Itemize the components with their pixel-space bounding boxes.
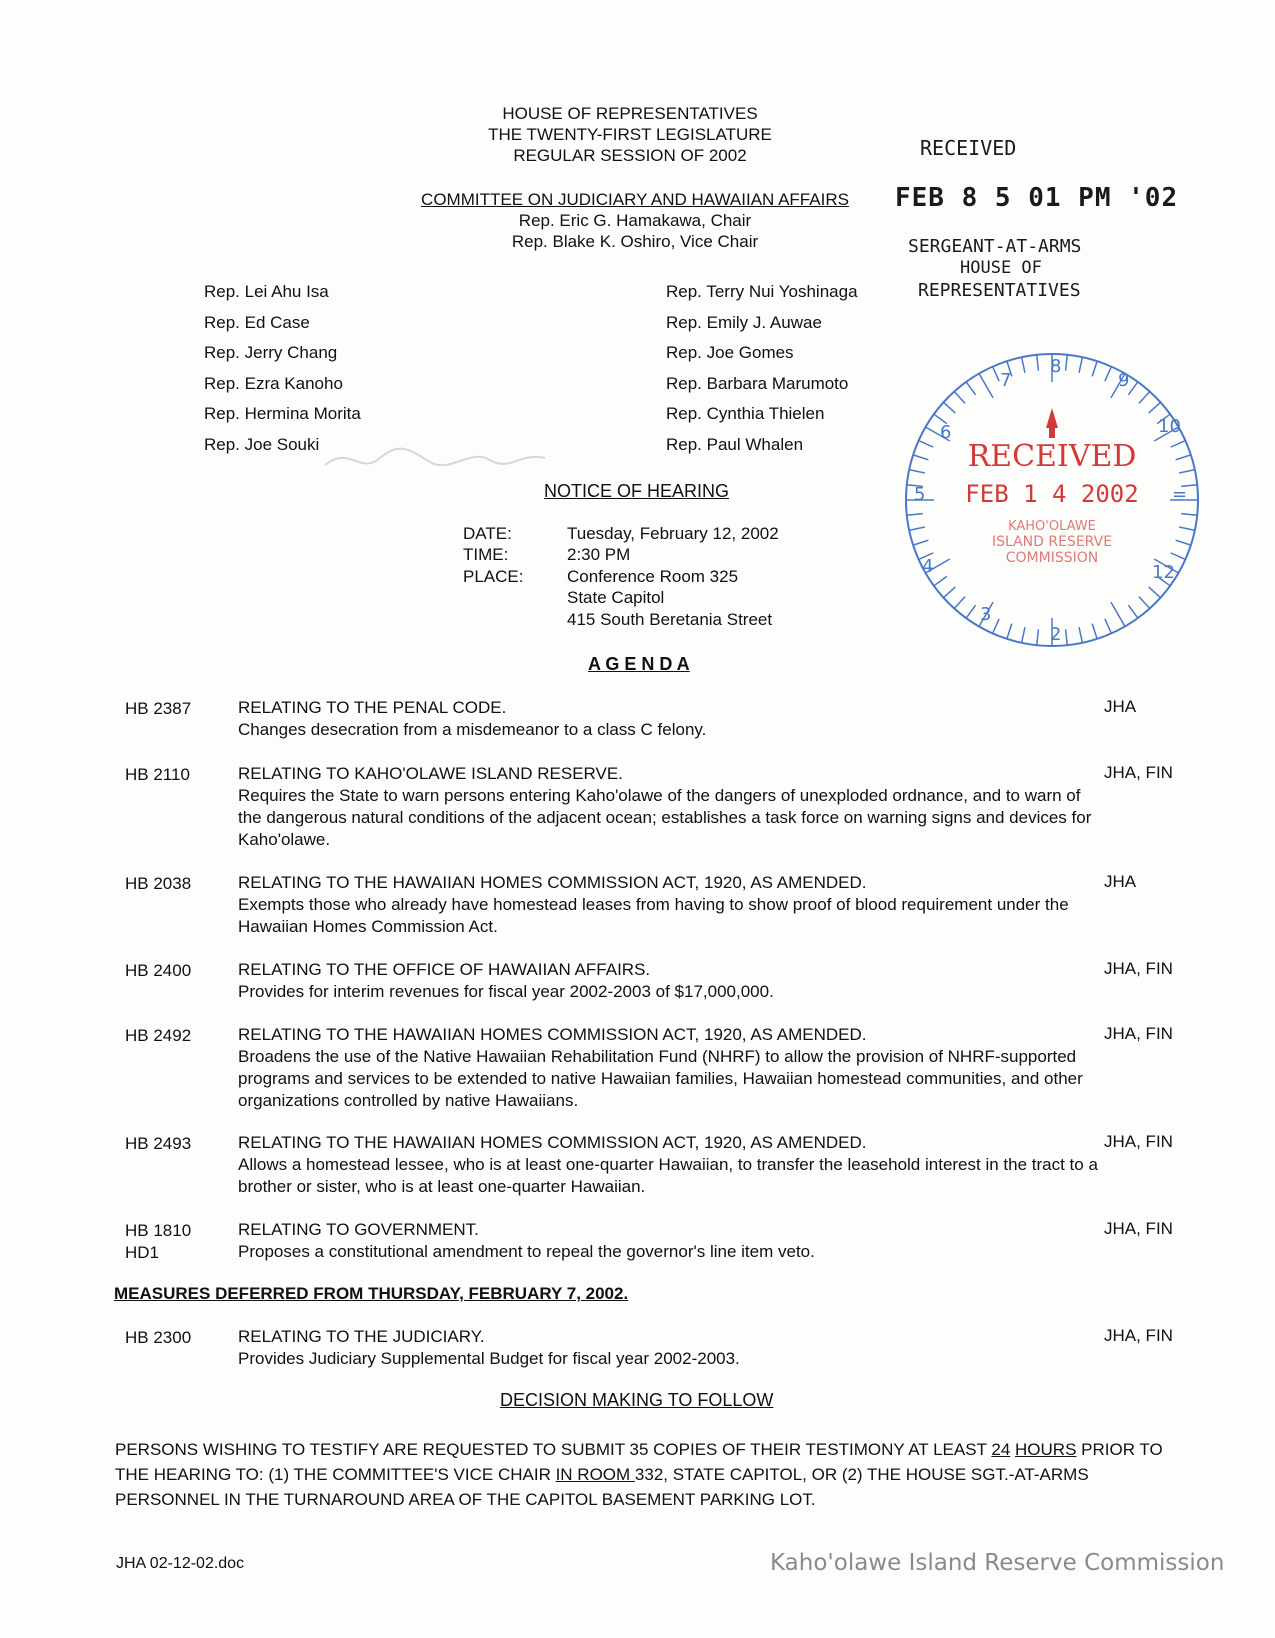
bill-committees: JHA, FIN (1104, 1132, 1173, 1151)
dial-tick (934, 576, 947, 585)
dial-number-9: 9 (1118, 370, 1130, 391)
member-right-6: Rep. Paul Whalen (666, 434, 804, 454)
instructions-part-3: 332, STATE CAPITOL, OR (2) THE HOUSE SGT.-AT-ARMS PERSONNEL IN THE TURNAROUND AREA OF THE CAPITOL BASEMENT PARKING LOT. (115, 1465, 1089, 1509)
member-right-1: Rep. Terry Nui Yoshinaga (666, 282, 858, 301)
bill-number: HB 2038 (125, 874, 192, 893)
time-label: TIME: (463, 545, 509, 564)
bill-text-block (238, 697, 1098, 741)
dial-tick (993, 367, 1000, 382)
source-watermark: Kaho'olawe Island Reserve Commission (770, 1550, 1225, 1576)
dial-tick (1066, 629, 1068, 645)
bill-number: HB 2110 (125, 765, 190, 784)
received-stamp-label: RECEIVED (920, 136, 1017, 160)
instructions-part-2: PRIOR TO THE HEARING TO: (1) THE COMMITTEE'S VICE CHAIR (115, 1440, 1163, 1484)
kirc-stamp-org-1: KAHO'OLAWE (1008, 519, 1096, 534)
bill-title: RELATING TO THE HAWAIIAN HOMES COMMISSION ACT, 1920, AS AMENDED. (238, 1133, 867, 1152)
bill-text-block (238, 959, 1098, 1003)
dial-tick (1149, 587, 1161, 598)
dial-tick (954, 392, 965, 404)
dial-tick (1022, 357, 1025, 373)
dial-tick (1139, 392, 1150, 404)
dial-tick (944, 587, 956, 598)
member-left-6: Rep. Joe Souki (204, 434, 320, 454)
dial-tick (966, 382, 975, 395)
dial-tick (1022, 627, 1025, 643)
bill-description: Proposes a constitutional amendment to repeal the governor's line item veto. (238, 1242, 815, 1261)
instructions-underline-2: HOURS (1015, 1440, 1077, 1459)
instructions-underline-3: IN ROOM (555, 1465, 635, 1484)
dial-tick (1092, 624, 1097, 639)
member-right-2: Rep. Emily J. Auwae (666, 312, 822, 332)
dial-number-2: 2 (1050, 624, 1062, 645)
kirc-stamp-date: FEB 1 4 2002 (965, 480, 1139, 508)
dial-tick (1105, 619, 1112, 634)
dial-tick (966, 605, 975, 618)
bill-number: HB 2492 (125, 1026, 192, 1045)
dial-tick (1179, 527, 1195, 530)
deferred-bill-desc: Provides Judiciary Supplemental Budget for fiscal year 2002-2003. (238, 1349, 740, 1368)
dial-tick (993, 619, 1000, 634)
bill-title: RELATING TO KAHO'OLAWE ISLAND RESERVE. (238, 764, 623, 783)
member-left-4: Rep. Ezra Kanoho (204, 373, 343, 393)
bill-text-block (238, 1132, 1098, 1198)
bill-title: RELATING TO GOVERNMENT. (238, 1220, 479, 1239)
received-stamp-line-1: SERGEANT-AT-ARMS (908, 236, 1082, 257)
bill-number: HB 1810 (125, 1221, 192, 1240)
kirc-stamp-org-3: COMMISSION (1005, 550, 1099, 566)
committee-name: COMMITTEE ON JUDICIARY AND HAWAIIAN AFFAIRS (421, 190, 849, 209)
bill-text-block (238, 1024, 1098, 1112)
dial-tick (1092, 361, 1097, 376)
bill-text-block (238, 763, 1098, 851)
bill-id (125, 698, 191, 720)
bill-id (125, 1025, 191, 1047)
dial-tick (913, 455, 928, 460)
received-stamp-line-3: REPRESENTATIVES (918, 280, 1081, 301)
place-line-2: State Capitol (567, 588, 665, 607)
dial-tick (1128, 605, 1137, 618)
dial-number-7: 7 (1000, 370, 1012, 391)
dial-tick (1037, 355, 1039, 371)
member-left-1: Rep. Lei Ahu Isa (204, 282, 329, 301)
received-stamp-datetime: FEB 8 5 01 PM '02 (895, 183, 1179, 213)
dial-tick (1171, 441, 1186, 448)
bill-title: RELATING TO THE PENAL CODE. (238, 698, 507, 717)
member-left-5: Rep. Hermina Morita (204, 404, 361, 423)
member-right-3: Rep. Joe Gomes (666, 343, 794, 362)
agenda-title: A G E N D A (588, 654, 690, 674)
dial-tick (1111, 602, 1125, 626)
dial-tick (907, 514, 923, 516)
place-line-3: 415 South Beretania Street (567, 610, 773, 629)
faint-signature (320, 440, 550, 480)
dial-number-4: 4 (922, 556, 934, 577)
deferred-bill-title: RELATING TO THE JUDICIARY. (238, 1327, 485, 1346)
dial-tick (1105, 367, 1112, 382)
bill-committees: JHA, FIN (1104, 1024, 1173, 1043)
dial-tick (1176, 540, 1191, 545)
stamp-arrow-icon (1046, 408, 1058, 428)
bill-title: RELATING TO THE HAWAIIAN HOMES COMMISSION ACT, 1920, AS AMENDED. (238, 873, 867, 892)
bill-description: Provides for interim revenues for fiscal year 2002-2003 of $17,000,000. (238, 982, 774, 1001)
dial-tick (1176, 455, 1191, 460)
place-label: PLACE: (463, 567, 524, 586)
dial-tick (913, 540, 928, 545)
instructions-underline-1: 24 (991, 1440, 1011, 1459)
bill-committees: JHA (1104, 872, 1137, 891)
deferred-heading: MEASURES DEFERRED FROM THURSDAY, FEBRUARY 7, 2002. (114, 1284, 629, 1303)
dial-tick (1007, 624, 1012, 639)
member-right-5: Rep. Cynthia Thielen (666, 404, 825, 423)
bill-committees: JHA, FIN (1104, 959, 1173, 978)
dial-tick (944, 402, 956, 413)
bill-description: Broadens the use of the Native Hawaiian Rehabilitation Fund (NHRF) to allow the provision of NHRF-supported programs and services to be extended to native Hawaiian families, Hawaiian homestead communities, and other organizations controlled by native Hawaiians. (238, 1047, 1083, 1110)
bill-text-block (238, 872, 1098, 938)
bill-draft: HD1 (125, 1243, 160, 1262)
dial-number-11: = (1172, 484, 1188, 505)
testimony-instructions (115, 1437, 1175, 1512)
dial-tick (1037, 629, 1039, 645)
dial-number-10: 10 (1158, 416, 1181, 437)
dial-tick (909, 470, 925, 473)
header-line-1: HOUSE OF REPRESENTATIVES (502, 104, 758, 123)
received-stamp-line-2: HOUSE OF (960, 258, 1042, 278)
dial-tick (1149, 402, 1161, 413)
place-line-1: Conference Room 325 (567, 567, 739, 586)
deferred-bill-id: HB 2300 (125, 1328, 192, 1347)
bill-description: Changes desecration from a misdemeanor to a class C felony. (238, 720, 707, 739)
dial-tick (1139, 597, 1150, 609)
date-value: Tuesday, February 12, 2002 (567, 524, 779, 543)
bill-id (125, 764, 190, 786)
bill-committees: JHA, FIN (1104, 763, 1173, 782)
committee-chair: Rep. Eric G. Hamakawa, Chair (518, 211, 752, 230)
member-left-2: Rep. Ed Case (204, 312, 310, 332)
notice-title: NOTICE OF HEARING (544, 481, 730, 501)
header-line-2: THE TWENTY-FIRST LEGISLATURE (488, 125, 772, 144)
dial-tick (909, 527, 925, 530)
committee-vice-chair: Rep. Blake K. Oshiro, Vice Chair (511, 232, 759, 251)
dial-tick (1181, 514, 1197, 516)
dial-number-8: 8 (1050, 356, 1062, 377)
deferred-bill-title-block (238, 1326, 1098, 1370)
bill-description: Requires the State to warn persons entering Kaho'olawe of the dangers of unexploded ordnance, and to warn of the dangerous natural conditions of the adjacent ocean; establishes a task force on warning signs and devices for Kaho'olawe. (238, 786, 1092, 849)
dial-tick (954, 597, 965, 609)
decision-notice: DECISION MAKING TO FOLLOW (500, 1390, 774, 1410)
bill-committees: JHA, FIN (1104, 1219, 1173, 1238)
bill-number: HB 2387 (125, 699, 192, 718)
kirc-stamp-label: RECEIVED (967, 439, 1137, 474)
committee-block (380, 189, 890, 252)
bill-id (125, 960, 191, 982)
dial-tick (1171, 553, 1186, 560)
bill-title: RELATING TO THE HAWAIIAN HOMES COMMISSION ACT, 1920, AS AMENDED. (238, 1025, 867, 1044)
member-right-4: Rep. Barbara Marumoto (666, 373, 849, 393)
date-label: DATE: (463, 524, 512, 543)
bill-id (125, 873, 191, 895)
bill-id (125, 1220, 191, 1264)
bill-title: RELATING TO THE OFFICE OF HAWAIIAN AFFAIRS. (238, 960, 651, 979)
footer-filename: JHA 02-12-02.doc (116, 1555, 245, 1572)
bill-committees: JHA (1104, 697, 1137, 716)
instructions-part-1: PERSONS WISHING TO TESTIFY ARE REQUESTED TO SUBMIT 35 COPIES OF THEIR TESTIMONY AT LEAST (115, 1440, 992, 1459)
bill-description: Exempts those who already have homestead leases from having to show proof of blood requirement under the Hawaiian Homes Commission Act. (238, 895, 1069, 936)
bill-number: HB 2400 (125, 961, 192, 980)
kirc-received-stamp (900, 348, 1205, 653)
time-value: 2:30 PM (567, 545, 631, 564)
dial-tick (1128, 382, 1137, 395)
dial-tick (1066, 355, 1068, 371)
bill-text-block (238, 1219, 1098, 1263)
document-header (430, 103, 830, 166)
member-left-3: Rep. Jerry Chang (204, 343, 338, 362)
deferred-bill-committees: JHA, FIN (1104, 1326, 1173, 1345)
dial-tick (919, 441, 934, 448)
dial-number-12: 12 (1152, 562, 1175, 583)
dial-tick (979, 374, 993, 398)
dial-tick (1079, 627, 1082, 643)
dial-number-6: 6 (940, 422, 952, 443)
dial-number-5: 5 (914, 484, 926, 505)
bill-id (125, 1133, 191, 1155)
stamp-arrow-stem (1049, 426, 1055, 438)
kirc-stamp-org-2: ISLAND RESERVE (991, 534, 1113, 550)
bill-description: Allows a homestead lessee, who is at least one-quarter Hawaiian, to transfer the leasehold interest in the tract to a brother or sister, who is at least one-quarter Hawaiian. (238, 1155, 1098, 1196)
dial-number-3: 3 (980, 604, 992, 625)
dial-tick (1179, 470, 1195, 473)
dial-tick (1079, 357, 1082, 373)
header-line-3: REGULAR SESSION OF 2002 (513, 146, 747, 165)
bill-number: HB 2493 (125, 1134, 192, 1153)
